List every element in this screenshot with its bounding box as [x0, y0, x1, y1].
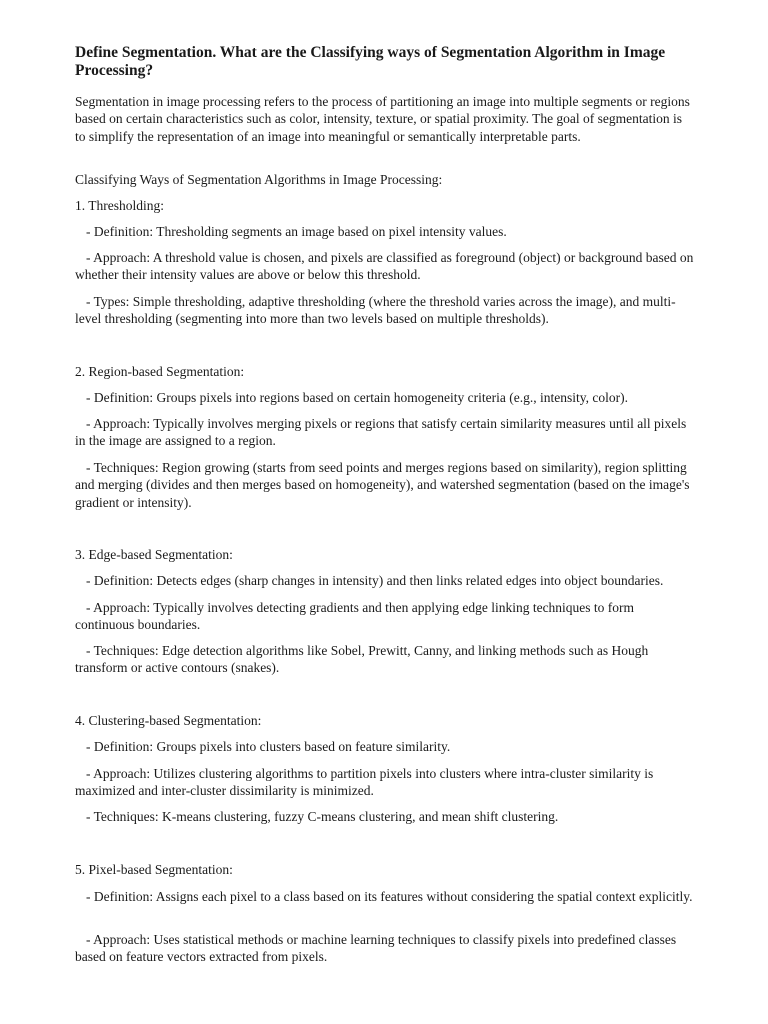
section-item: - Definition: Assigns each pixel to a class based on its features without considering the spatial context explicitly. [86, 889, 693, 904]
section-item: - Definition: Thresholding segments an image based on pixel intensity values. [86, 224, 507, 239]
section-item: - Approach: Utilizes clustering algorithms to partition pixels into clusters where intra-cluster similarity is maximized and inter-cluster dissimilarity is minimized. [75, 766, 654, 799]
section-heading: 5. Pixel-based Segmentation: [75, 862, 233, 877]
section-heading: 4. Clustering-based Segmentation: [75, 713, 262, 728]
document-title: Define Segmentation. What are the Classifying ways of Segmentation Algorithm in Image Processing? [75, 44, 666, 79]
section-heading: 1. Thresholding: [75, 198, 164, 213]
section-item: - Definition: Detects edges (sharp changes in intensity) and then links related edges into object boundaries. [86, 573, 664, 588]
section-heading: 2. Region-based Segmentation: [75, 364, 245, 379]
section-item: - Definition: Groups pixels into regions based on certain homogeneity criteria (e.g., intensity, color). [86, 390, 628, 405]
section-item: - Techniques: K-means clustering, fuzzy C-means clustering, and mean shift clustering. [86, 809, 559, 824]
section-item: - Approach: Uses statistical methods or machine learning techniques to classify pixels into predefined classes based on feature vectors extracted from pixels. [75, 932, 677, 965]
section-item: - Definition: Groups pixels into clusters based on feature similarity. [86, 739, 451, 754]
section-item: - Types: Simple thresholding, adaptive thresholding (where the threshold varies across the image), and multi-level thresholding (segmenting into more than two levels based on multiple thresholds). [75, 294, 676, 327]
section-item: - Approach: Typically involves merging pixels or regions that satisfy certain similarity measures until all pixels in the image are assigned to a region. [75, 416, 687, 449]
section-heading: 3. Edge-based Segmentation: [75, 547, 233, 562]
intro-paragraph: Segmentation in image processing refers to the process of partitioning an image into multiple segments or regions based on certain characteristics such as color, intensity, texture, or spatial proximity. The goal of segmentation is to simplify the representation of an image into meaningful or semantically interpretable parts. [75, 94, 690, 144]
section-item: - Techniques: Region growing (starts from seed points and merges regions based on similarity), region splitting and merging (divides and then merges based on homogeneity), and watershed segmentation (based on the image's gradient or intensity). [75, 460, 690, 510]
section-item: - Approach: A threshold value is chosen, and pixels are classified as foreground (object) or background based on whether their intensity values are above or below this threshold. [75, 250, 694, 283]
section-item: - Techniques: Edge detection algorithms like Sobel, Prewitt, Canny, and linking methods such as Hough transform or active contours (snakes). [75, 643, 649, 676]
classifying-heading: Classifying Ways of Segmentation Algorithms in Image Processing: [75, 172, 443, 187]
section-item: - Approach: Typically involves detecting gradients and then applying edge linking techniques to form continuous boundaries. [75, 600, 635, 633]
